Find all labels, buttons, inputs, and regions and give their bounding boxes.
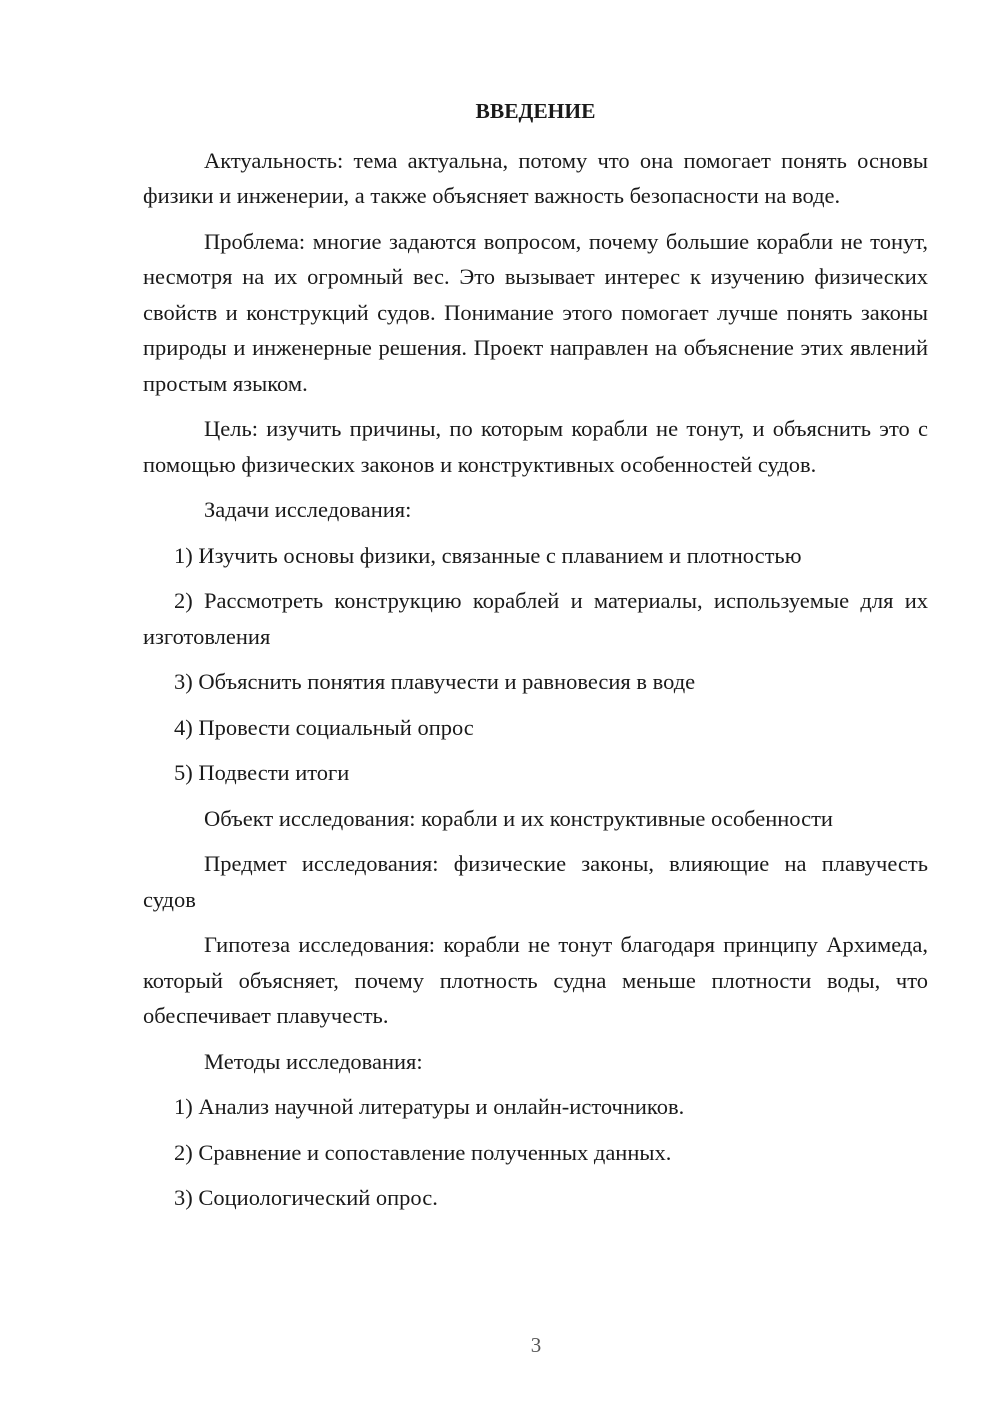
list-item-task-5: 5) Подвести итоги (174, 760, 350, 785)
list-item-task-1: 1) Изучить основы физики, связанные с плаванием и плотностью (174, 542, 802, 568)
paragraph-object: Объект исследования: корабли и их конструктивные особенности (204, 805, 833, 831)
list-item-task-3: 3) Объяснить понятия плавучести и равновесия в воде (174, 669, 696, 694)
list-item-method-1: 1) Анализ научной литературы и онлайн-источников. (174, 1094, 685, 1119)
page-title: ВВЕДЕНИЕ (475, 99, 596, 123)
paragraph-methods-heading: Методы исследования: (204, 1048, 423, 1074)
list-item-task-4: 4) Провести социальный опрос (174, 714, 474, 740)
page-number: 3 (530, 1333, 542, 1357)
paragraph-hypothesis: Гипотеза исследования: корабли не тонут благодаря принципу Архимеда, который объясняет, почему плотность судна меньше плотности воды, что обеспечивает плавучесть. (143, 932, 928, 1028)
paragraph-problem: Проблема: многие задаются вопросом, почему большие корабли не тонут, несмотря на их огромный вес. Это вызывает интерес к изучению физических свойств и конструкций судов. Понимание этого помогает лучше понять законы природы и инженерные решения. Проект направлен на объяснение этих явлений простым языком. (143, 228, 928, 396)
paragraph-goal: Цель: изучить причины, по которым корабли не тонут, и объяснить это с помощью физических законов и конструктивных особенностей судов. (143, 416, 928, 477)
paragraph-subject: Предмет исследования: физические законы, влияющие на плавучесть судов (143, 851, 928, 912)
list-item-method-3: 3) Социологический опрос. (174, 1185, 438, 1210)
list-item-method-2: 2) Сравнение и сопоставление полученных данных. (174, 1139, 672, 1165)
page-content (143, 94, 928, 1226)
paragraph-relevance: Актуальность: тема актуальна, потому что она помогает понять основы физики и инженерии, а также объясняет важность безопасности на воде. (143, 147, 928, 208)
paragraph-tasks-heading: Задачи исследования: (204, 497, 412, 522)
list-item-task-2: 2) Рассмотреть конструкцию кораблей и материалы, используемые для их изготовления (143, 588, 928, 649)
